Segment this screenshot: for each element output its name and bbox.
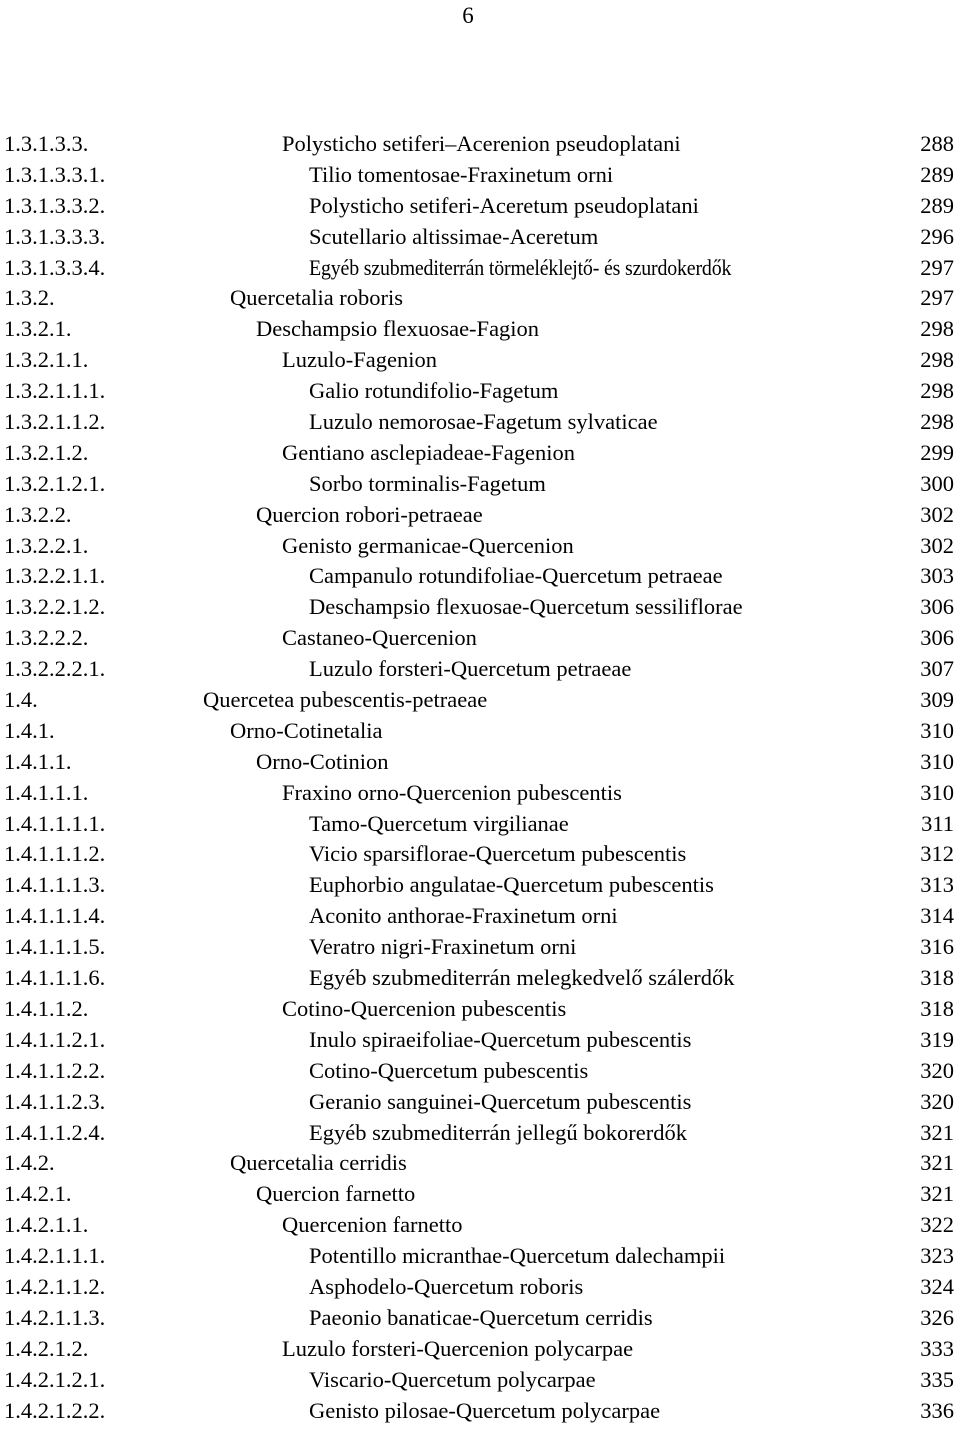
- toc-entry-title: Campanulo rotundifoliae-Quercetum petraeae: [309, 563, 723, 589]
- toc-entry-title: Vicio sparsiflorae-Quercetum pubescentis: [309, 841, 687, 867]
- toc-entry-title: Tilio tomentosae-Fraxinetum orni: [309, 161, 614, 187]
- toc-entry-page: 298: [920, 378, 954, 404]
- toc-entry-number: 1.4.2.1.1.2.: [4, 1273, 106, 1299]
- toc-entry-page: 297: [920, 285, 954, 311]
- toc-entry-title: Egyéb szubmediterrán törmeléklejtő- és szurdokerdők: [309, 254, 732, 280]
- toc-entry-title: Deschampsio flexuosae-Fagion: [256, 316, 540, 342]
- toc-entry-title: Quercetalia roboris: [230, 285, 404, 311]
- toc-entry-title: Genisto germanicae-Quercenion: [282, 532, 574, 558]
- toc-entry-number: 1.4.1.1.1.1.: [4, 810, 106, 836]
- toc-entry-title: Geranio sanguinei-Quercetum pubescentis: [309, 1088, 692, 1114]
- toc-entry-number: 1.3.2.2.1.1.: [4, 563, 106, 589]
- toc-entry-number: 1.4.2.1.1.3.: [4, 1304, 106, 1330]
- toc-entry: [4, 500, 954, 531]
- toc-entry: [4, 901, 954, 932]
- toc-entry-page: 312: [920, 841, 954, 867]
- toc-entry: [4, 129, 954, 160]
- toc-entry-title: Luzulo nemorosae-Fagetum sylvaticae: [309, 409, 658, 435]
- toc-entry-number: 1.3.1.3.3.2.: [4, 192, 106, 218]
- toc-entry-title: Cotino-Quercetum pubescentis: [309, 1057, 589, 1083]
- page-number: 6: [462, 3, 474, 28]
- toc-entry: [4, 376, 954, 407]
- toc-entry-page: 319: [920, 1026, 954, 1052]
- toc-entry-page: 298: [920, 316, 954, 342]
- toc-entry-number: 1.3.2.2.1.2.: [4, 594, 106, 620]
- toc-entry-page: 306: [920, 625, 954, 651]
- toc-entry-number: 1.4.1.1.1.5.: [4, 934, 106, 960]
- toc-entry-title: Potentillo micranthae-Quercetum dalechampii: [309, 1243, 726, 1269]
- toc-entry: [4, 809, 954, 840]
- toc-entry-title: Cotino-Quercenion pubescentis: [282, 995, 567, 1021]
- toc-entry-number: 1.4.1.1.: [4, 748, 72, 774]
- toc-entry: [4, 1365, 954, 1396]
- toc-entry-page: 310: [920, 717, 954, 743]
- toc-entry-title: Scutellario altissimae-Aceretum: [309, 223, 599, 249]
- toc-entry-number: 1.4.2.1.1.1.: [4, 1243, 106, 1269]
- toc-entry-title: Quercenion farnetto: [282, 1212, 463, 1238]
- toc-entry-number: 1.4.1.1.1.4.: [4, 903, 106, 929]
- toc-entry-page: 289: [920, 161, 954, 187]
- toc-entry: [4, 283, 954, 314]
- toc-entry-title: Castaneo-Quercenion: [282, 625, 477, 651]
- toc-entry-title: Deschampsio flexuosae-Quercetum sessiliflorae: [309, 594, 743, 620]
- toc-entry-number: 1.4.2.1.2.2.: [4, 1397, 106, 1423]
- toc-entry: [4, 654, 954, 685]
- toc-entry: [4, 222, 954, 253]
- toc-entry-title: Luzulo forsteri-Quercetum petraeae: [309, 656, 632, 682]
- toc-entry: [4, 1334, 954, 1365]
- toc-entry-page: 310: [920, 748, 954, 774]
- toc-entry-page: 310: [920, 779, 954, 805]
- toc-entry-page: 313: [920, 872, 954, 898]
- toc-entry-page: 296: [920, 223, 954, 249]
- toc-entry: [4, 531, 954, 562]
- toc-entry: [4, 778, 954, 809]
- toc-entry-number: 1.4.1.1.1.3.: [4, 872, 106, 898]
- toc-entry-title: Sorbo torminalis-Fagetum: [309, 470, 546, 496]
- toc-entry: [4, 561, 954, 592]
- toc-entry-page: 336: [920, 1397, 954, 1423]
- toc-entry-page: 321: [920, 1150, 954, 1176]
- toc-entry: [4, 1396, 954, 1427]
- toc-entry: [4, 932, 954, 963]
- toc-entry: [4, 839, 954, 870]
- toc-entry-page: 320: [920, 1057, 954, 1083]
- toc-entry-title: Asphodelo-Quercetum roboris: [309, 1273, 584, 1299]
- toc-entry: [4, 314, 954, 345]
- toc-entry: [4, 716, 954, 747]
- toc-entry-number: 1.4.1.1.2.2.: [4, 1057, 106, 1083]
- toc-entry-page: 288: [920, 131, 954, 156]
- toc-entry-title: Orno-Cotinetalia: [230, 717, 383, 743]
- toc-entry-title: Polysticho setiferi-Aceretum pseudoplatani: [309, 192, 699, 218]
- toc-entry-title: Euphorbio angulatae-Quercetum pubescentis: [309, 872, 714, 898]
- toc-entry-number: 1.3.2.1.2.: [4, 439, 89, 465]
- toc-entry: [4, 1118, 954, 1149]
- toc-entry-page: 302: [920, 532, 954, 558]
- toc-entry-number: 1.4.2.1.2.1.: [4, 1366, 106, 1392]
- toc-entry-title: Tamo-Quercetum virgilianae: [309, 810, 569, 836]
- toc-entry-page: 321: [920, 1119, 954, 1145]
- toc-entry-number: 1.4.: [4, 687, 38, 713]
- toc-entry-page: 323: [920, 1243, 954, 1269]
- toc-entry-title: Paeonio banaticae-Quercetum cerridis: [309, 1304, 653, 1330]
- toc-entry-title: Egyéb szubmediterrán melegkedvelő szálerdők: [309, 965, 735, 991]
- toc-entry: [4, 407, 954, 438]
- toc-entry-page: 335: [920, 1366, 954, 1392]
- toc-entry-number: 1.3.1.3.3.: [4, 131, 89, 156]
- toc-entry-page: 318: [920, 965, 954, 991]
- toc-entry-title: Veratro nigri-Fraxinetum orni: [309, 934, 577, 960]
- toc-entry-number: 1.3.2.: [4, 285, 55, 311]
- toc-entry-page: 326: [920, 1304, 954, 1330]
- toc-entry-number: 1.3.2.1.1.1.: [4, 378, 106, 404]
- toc-entry-number: 1.3.2.1.1.2.: [4, 409, 106, 435]
- toc-entry: [4, 438, 954, 469]
- toc-entry-number: 1.3.2.2.1.: [4, 532, 89, 558]
- toc-entry-number: 1.4.1.1.2.3.: [4, 1088, 106, 1114]
- toc-entry-title: Galio rotundifolio-Fagetum: [309, 378, 559, 404]
- toc-entry-title: Egyéb szubmediterrán jellegű bokorerdők: [309, 1119, 687, 1145]
- toc-entry-page: 309: [920, 687, 954, 713]
- toc-entry: [4, 994, 954, 1025]
- toc-entry-number: 1.3.2.1.1.: [4, 347, 89, 373]
- toc-entry-number: 1.4.1.: [4, 717, 55, 743]
- toc-entry: [4, 1025, 954, 1056]
- toc-entry: [4, 747, 954, 778]
- toc-entry-number: 1.3.1.3.3.3.: [4, 223, 106, 249]
- toc-entry-number: 1.4.2.: [4, 1150, 55, 1176]
- toc-entry-page: 320: [920, 1088, 954, 1114]
- toc-entry-page: 297: [920, 254, 954, 280]
- toc-entry: [4, 1179, 954, 1210]
- toc-entry: [4, 963, 954, 994]
- toc-entry-number: 1.3.2.1.2.1.: [4, 470, 106, 496]
- toc-entry-number: 1.4.1.1.1.2.: [4, 841, 106, 867]
- toc-entry-number: 1.4.1.1.1.: [4, 779, 89, 805]
- toc-entry: [4, 623, 954, 654]
- toc-entry: [4, 1272, 954, 1303]
- toc-entry-title: Genisto pilosae-Quercetum polycarpae: [309, 1397, 661, 1423]
- toc-entry-title: Luzulo-Fagenion: [282, 347, 437, 373]
- toc-entry: [4, 253, 954, 284]
- toc-entry-title: Aconito anthorae-Fraxinetum orni: [309, 903, 618, 929]
- toc-entry-page: 298: [920, 347, 954, 373]
- toc-entry-number: 1.4.1.1.1.6.: [4, 965, 106, 991]
- toc-entry: [4, 1210, 954, 1241]
- toc-entry-page: 300: [920, 470, 954, 496]
- toc-entry-title: Inulo spiraeifoliae-Quercetum pubescentis: [309, 1026, 692, 1052]
- toc-entry: [4, 870, 954, 901]
- toc-entry: [4, 345, 954, 376]
- toc-entry: [4, 1241, 954, 1272]
- toc-entry-page: 306: [920, 594, 954, 620]
- toc-entry-page: 322: [920, 1212, 954, 1238]
- toc-entry-page: 324: [920, 1273, 954, 1299]
- toc-entry-number: 1.4.1.1.2.: [4, 995, 89, 1021]
- toc-entry-title: Quercion robori-petraeae: [256, 501, 483, 527]
- toc-entry-title: Quercion farnetto: [256, 1181, 416, 1207]
- toc-entry: [4, 592, 954, 623]
- toc-entry-page: 318: [920, 995, 954, 1021]
- toc-entry-title: Quercetalia cerridis: [230, 1150, 407, 1176]
- toc-entry-number: 1.3.2.1.: [4, 316, 72, 342]
- toc-entry-page: 307: [920, 656, 954, 682]
- toc-entry-title: Gentiano asclepiadeae-Fagenion: [282, 439, 575, 465]
- toc-entry-title: Viscario-Quercetum polycarpae: [309, 1366, 596, 1392]
- toc-entry-page: 289: [920, 192, 954, 218]
- toc-entry-page: 333: [920, 1335, 954, 1361]
- toc-entry-page: 311: [921, 810, 954, 836]
- toc-entry: [4, 1303, 954, 1334]
- toc-entry-title: Polysticho setiferi–Acerenion pseudoplatani: [282, 131, 681, 156]
- toc-entry-page: 303: [920, 563, 954, 589]
- toc-entry-title: Orno-Cotinion: [256, 748, 389, 774]
- toc-entry-number: 1.3.1.3.3.1.: [4, 161, 106, 187]
- toc-entry-number: 1.3.2.2.: [4, 501, 72, 527]
- toc-entry: [4, 160, 954, 191]
- toc-entry-number: 1.4.2.1.1.: [4, 1212, 89, 1238]
- toc-entry-page: 321: [920, 1181, 954, 1207]
- toc-entry-number: 1.4.2.1.: [4, 1181, 72, 1207]
- toc-entry: [4, 685, 954, 716]
- toc-entry-number: 1.4.2.1.2.: [4, 1335, 89, 1361]
- toc-entry-page: 302: [920, 501, 954, 527]
- toc-entry: [4, 1087, 954, 1118]
- toc-entry-page: 316: [920, 934, 954, 960]
- toc-entry-page: 314: [920, 903, 954, 929]
- toc-entry-number: 1.4.1.1.2.1.: [4, 1026, 106, 1052]
- toc-entry-number: 1.3.1.3.3.4.: [4, 254, 106, 280]
- table-of-contents: [4, 129, 954, 1426]
- toc-entry-number: 1.4.1.1.2.4.: [4, 1119, 106, 1145]
- toc-entry-title: Fraxino orno-Quercenion pubescentis: [282, 779, 622, 805]
- toc-entry-title: Luzulo forsteri-Quercenion polycarpae: [282, 1335, 634, 1361]
- toc-entry-number: 1.3.2.2.2.1.: [4, 656, 106, 682]
- toc-entry: [4, 1148, 954, 1179]
- toc-entry: [4, 469, 954, 500]
- toc-entry-title: Quercetea pubescentis-petraeae: [203, 687, 488, 713]
- toc-entry: [4, 191, 954, 222]
- toc-entry-page: 298: [920, 409, 954, 435]
- toc-entry-number: 1.3.2.2.2.: [4, 625, 89, 651]
- toc-entry-page: 299: [920, 439, 954, 465]
- toc-entry: [4, 1056, 954, 1087]
